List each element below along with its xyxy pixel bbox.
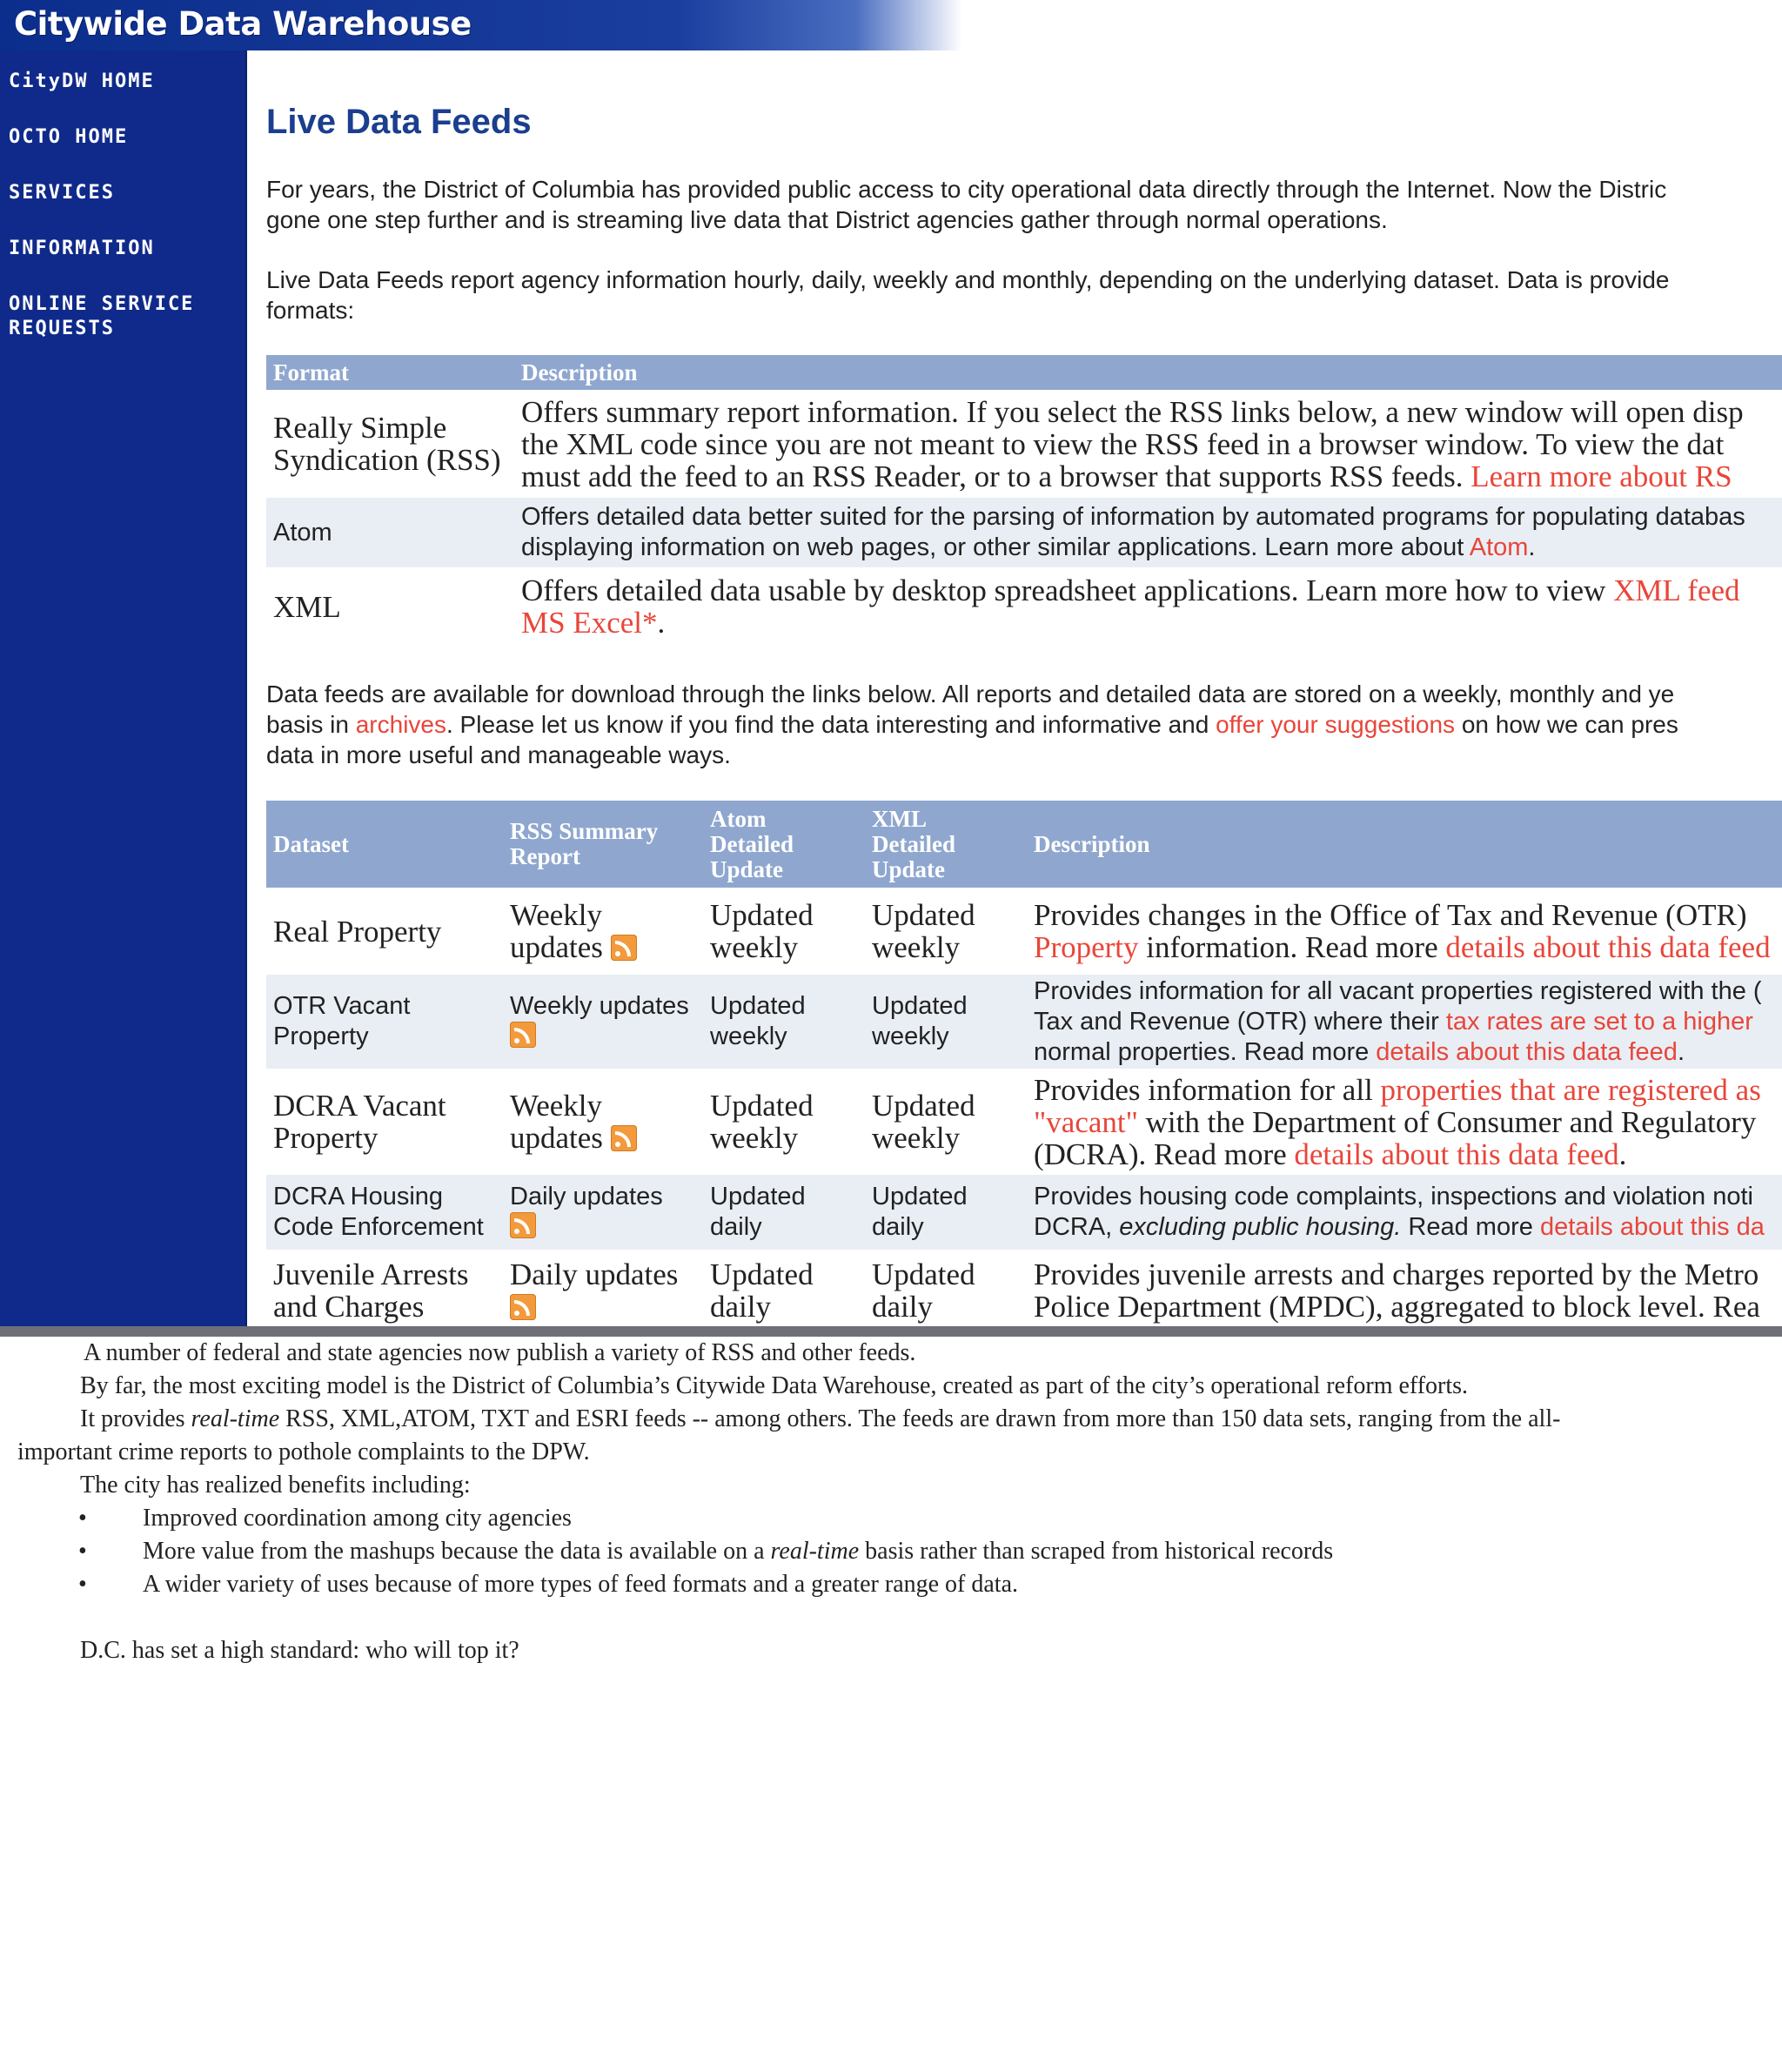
text-line: Property [273,1023,369,1050]
text-run: real-time [191,1405,280,1432]
table-header-row [266,801,1782,888]
text-run: (DCRA). Read more [1034,1137,1295,1171]
text-line: and Charges [273,1290,425,1324]
text-run: . [1618,1137,1627,1171]
atom-cell [703,975,865,1069]
table-row [266,567,1782,646]
learn-more-rss-link[interactable]: Learn more about RS [1470,459,1732,493]
dataset-cell [266,888,503,975]
xml-update-link[interactable]: Updated [872,992,968,1020]
weekly-updates-link[interactable]: updates [510,930,603,964]
table-row [266,888,1782,975]
table-row [266,498,1782,567]
text-line [521,460,1782,493]
text-line: Atom [710,805,767,832]
details-link[interactable]: details about this da [1539,1213,1765,1241]
xml-cell [865,975,1027,1069]
archives-link[interactable]: archives [355,711,446,738]
property-link[interactable]: Property [1034,930,1139,964]
description-cell [1027,1250,1782,1326]
text-line: Provides information for all vacant properties registered with the ( [1034,976,1762,1005]
details-link[interactable]: details about this data feed [1445,930,1771,964]
description-cell [1027,1069,1782,1175]
weekly-updates-link[interactable]: Weekly [510,1089,603,1123]
atom-update-link[interactable]: Updated [710,1183,806,1210]
format-cell [266,498,514,567]
atom-update-link[interactable]: Updated [710,992,806,1020]
details-link[interactable]: details about this data feed [1294,1137,1619,1171]
atom-cell [703,1069,865,1175]
page-title: Live Data Feeds [266,103,532,141]
text-line: For years, the District of Columbia has provided public access to city operational data directly through the Internet. Now the Distric [266,176,1667,203]
ms-excel-link[interactable]: MS Excel* [521,606,658,640]
suggestions-link[interactable]: offer your suggestions [1216,711,1456,738]
daily-updates-link[interactable]: Daily updates [510,1257,679,1291]
xml-update-link[interactable]: daily [872,1213,924,1241]
list-item-text: Improved coordination among city agencies [143,1505,572,1532]
text-line: DCRA Vacant [273,1089,446,1123]
text-line: Atom [273,518,332,546]
table-row [266,1250,1782,1326]
text-run: must add the feed to an RSS Reader, or to a browser that supports RSS feeds. [521,459,1471,493]
text-run: Tax and Revenue (OTR) where their [1034,1007,1446,1036]
description-cell [1027,975,1782,1069]
text-run: real-time [770,1538,860,1565]
article-paragraph: important crime reports to pothole complaints to the DPW. [17,1438,590,1465]
text-line [1034,1138,1782,1170]
column-header-description: Description [514,355,1782,390]
text-run: More value from the mashups because the data is available on a [143,1538,771,1565]
text-line: Update [872,855,946,882]
nav-online-service-requests[interactable] [9,292,235,341]
column-header-rss [503,801,703,888]
text-line [510,1022,696,1052]
text-run: basis rather than scraped from historical records [859,1538,1334,1565]
xml-update-link[interactable]: weekly [872,930,961,964]
nav-services[interactable]: SERVICES [9,182,115,204]
article-paragraph: By far, the most exciting model is the District of Columbia’s Citywide Data Warehouse, created as part of the city’s operational reform efforts. [80,1372,1469,1399]
table-row [266,1175,1782,1250]
text-line [1034,1037,1782,1068]
vacant-link[interactable]: "vacant" [1034,1104,1138,1139]
rss-feed-icon[interactable] [510,1212,536,1238]
feeds-paragraph [266,679,1782,770]
text-line: Police Department (MPDC), aggregated to block level. Rea [1034,1290,1760,1324]
dataset-cell [266,1175,503,1250]
article-paragraph [80,1403,1560,1436]
text-line: Really Simple [273,411,447,445]
nav-label-line: ONLINE SERVICE [9,293,195,315]
text-line: formats: [266,297,355,324]
text-run: . [1677,1037,1685,1066]
list-item-text [143,1535,1333,1568]
nav-information[interactable]: INFORMATION [9,238,155,259]
format-cell [266,390,514,498]
sidebar-nav [0,50,247,1326]
tax-rates-link[interactable]: tax rates are set to a higher [1445,1007,1753,1036]
closing-line: D.C. has set a high standard: who will top it? [80,1637,519,1664]
text-run: displaying information on web pages, or other similar applications. Learn more about [521,533,1470,561]
text-line [521,607,1782,639]
learn-more-atom-link[interactable]: Atom [1469,533,1529,561]
text-line: Code Enforcement [273,1213,484,1241]
text-run: excluding public housing. [1119,1213,1402,1241]
text-line: Real Property [273,914,442,949]
rss-cell [503,1250,703,1326]
dataset-cell [266,1069,503,1175]
bullet: • [78,1505,87,1532]
weekly-updates-link[interactable]: Weekly updates [510,992,689,1020]
text-line: Syndication (RSS) [273,443,501,477]
dataset-table [266,801,1782,1326]
format-cell [266,567,514,646]
text-line: Provides changes in the Office of Tax and Revenue (OTR) [1034,898,1747,932]
text-line: Report [510,843,580,869]
atom-update-link[interactable]: daily [710,1290,771,1324]
nav-citydw-home[interactable]: CityDW HOME [9,70,155,92]
article-paragraph: A number of federal and state agencies now publish a variety of RSS and other feeds. [84,1339,916,1366]
text-line: Detailed [872,830,955,857]
xml-update-link[interactable]: daily [872,1290,933,1324]
text-run: It provides [80,1405,191,1432]
article-paragraph: The city has realized benefits including: [80,1472,471,1499]
column-header-xml [865,801,1027,888]
text-line: DCRA Housing [273,1183,444,1210]
xml-update-link[interactable]: Updated [872,898,975,932]
rss-feed-icon[interactable] [510,1294,536,1320]
xml-cell [865,1250,1027,1326]
xml-update-link[interactable]: weekly [872,1121,961,1155]
description-cell [1027,888,1782,975]
text-run: . Please let us know if you find the data interesting and informative and [446,711,1216,738]
xml-cell [865,888,1027,975]
column-header-format: Format [266,355,514,390]
text-line: Data feeds are available for download through the links below. All reports and detailed data are stored on a weekly, monthly and ye [266,681,1675,707]
text-line: Juvenile Arrests [273,1257,469,1291]
description-cell [514,567,1782,646]
xml-cell [865,1069,1027,1175]
site-banner [0,0,1782,50]
text-line: OTR Vacant [273,992,411,1020]
text-run: . [657,606,666,640]
atom-cell [703,888,865,975]
atom-update-link[interactable]: weekly [710,930,799,964]
column-header-atom [703,801,865,888]
weekly-updates-link[interactable]: updates [510,1121,603,1155]
text-run: Provides information for all [1034,1072,1381,1107]
rss-feed-icon[interactable] [510,1022,536,1048]
text-line [1034,931,1782,963]
rss-feed-icon[interactable] [611,935,637,961]
atom-update-link[interactable]: weekly [710,1121,799,1155]
text-line: data in more useful and manageable ways. [266,741,731,768]
text-line [1034,1106,1782,1138]
formats-paragraph [266,265,1782,325]
text-line: Live Data Feeds report agency information hourly, daily, weekly and monthly, depending on the underlying dataset. Data is provide [266,266,1670,293]
atom-update-link[interactable]: Updated [710,898,814,932]
description-cell [514,390,1782,498]
text-line [521,574,1782,607]
intro-paragraph [266,174,1782,235]
atom-update-link[interactable]: weekly [710,1023,787,1050]
xml-update-link[interactable]: weekly [872,1023,949,1050]
format-table [266,355,1782,646]
table-row [266,1069,1782,1175]
text-line: XML [872,805,927,832]
rss-cell [503,888,703,975]
text-line: Provides juvenile arrests and charges reported by the Metro [1034,1257,1759,1291]
text-line: Offers detailed data better suited for the parsing of information by automated programs for populating databas [521,503,1745,531]
text-run: normal properties. Read more [1034,1037,1377,1066]
list-item-text: A wider variety of uses because of more types of feed formats and a greater range of data. [143,1571,1019,1598]
table-header-row [266,355,1782,390]
text-line: Update [710,855,784,882]
column-header-description: Description [1027,801,1782,888]
text-line [510,931,696,963]
text-run: Offers detailed data usable by desktop spreadsheet applications. Learn more how to view [521,573,1614,607]
atom-update-link[interactable]: Updated [710,1257,814,1291]
text-line [1034,1007,1782,1037]
rss-cell [503,1069,703,1175]
text-line [266,709,1782,740]
text-line [510,1291,696,1323]
text-line: Provides housing code complaints, inspections and violation noti [1034,1183,1753,1210]
text-run: RSS, XML,ATOM, TXT and ESRI feeds -- among others. The feeds are drawn from more than 150 data sets, ranging from the all- [279,1405,1561,1432]
rss-cell [503,975,703,1069]
screenshot-bottom-border [0,1326,1782,1337]
table-row [266,975,1782,1069]
xml-feed-link[interactable]: XML feed [1613,573,1740,607]
description-cell [514,498,1782,567]
nav-octo-home[interactable]: OCTO HOME [9,126,129,148]
bullet: • [78,1571,87,1598]
text-run: with the Department of Consumer and Regulatory [1137,1104,1757,1139]
text-line: RSS Summary [510,818,659,844]
text-line: Offers summary report information. If you select the RSS links below, a new window will open disp [521,394,1744,429]
text-run: DCRA, [1034,1213,1120,1241]
atom-cell [703,1250,865,1326]
nav-label-line: REQUESTS [9,318,115,339]
details-link[interactable]: details about this data feed [1376,1037,1678,1066]
rss-feed-icon[interactable] [611,1125,637,1151]
atom-cell [703,1175,865,1250]
dataset-cell [266,975,503,1069]
column-header-dataset: Dataset [266,801,503,888]
text-line [1034,1212,1782,1243]
atom-update-link[interactable]: Updated [710,1089,814,1123]
text-line [510,1212,696,1243]
xml-cell [865,1175,1027,1250]
main-content [247,50,1782,1326]
text-line: Detailed [710,830,794,857]
text-run: . [1528,533,1536,561]
text-run: information. Read more [1138,930,1446,964]
dataset-cell [266,1250,503,1326]
xml-update-link[interactable]: Updated [872,1089,975,1123]
table-row [266,390,1782,498]
text-line [1034,1074,1782,1106]
registered-properties-link[interactable]: properties that are registered as [1380,1072,1761,1107]
site-title: Citywide Data Warehouse [14,5,472,43]
text-line: gone one step further and is streaming live data that District agencies gather through normal operations. [266,206,1388,233]
text-run: Read more [1401,1213,1540,1241]
weekly-updates-link[interactable]: Weekly [510,898,603,932]
text-line: Property [273,1121,379,1155]
rss-cell [503,1175,703,1250]
description-cell [1027,1175,1782,1250]
daily-updates-link[interactable]: Daily updates [510,1183,663,1210]
xml-update-link[interactable]: Updated [872,1257,975,1291]
text-run: on how we can pres [1455,711,1678,738]
text-line: the XML code since you are not meant to view the RSS feed in a browser window. To view the dat [521,426,1725,461]
atom-update-link[interactable]: daily [710,1213,762,1241]
bullet: • [78,1538,87,1565]
text-line [521,533,1782,563]
text-line: XML [273,589,341,624]
text-line [510,1122,696,1154]
text-run: basis in [266,711,356,738]
xml-update-link[interactable]: Updated [872,1183,968,1210]
